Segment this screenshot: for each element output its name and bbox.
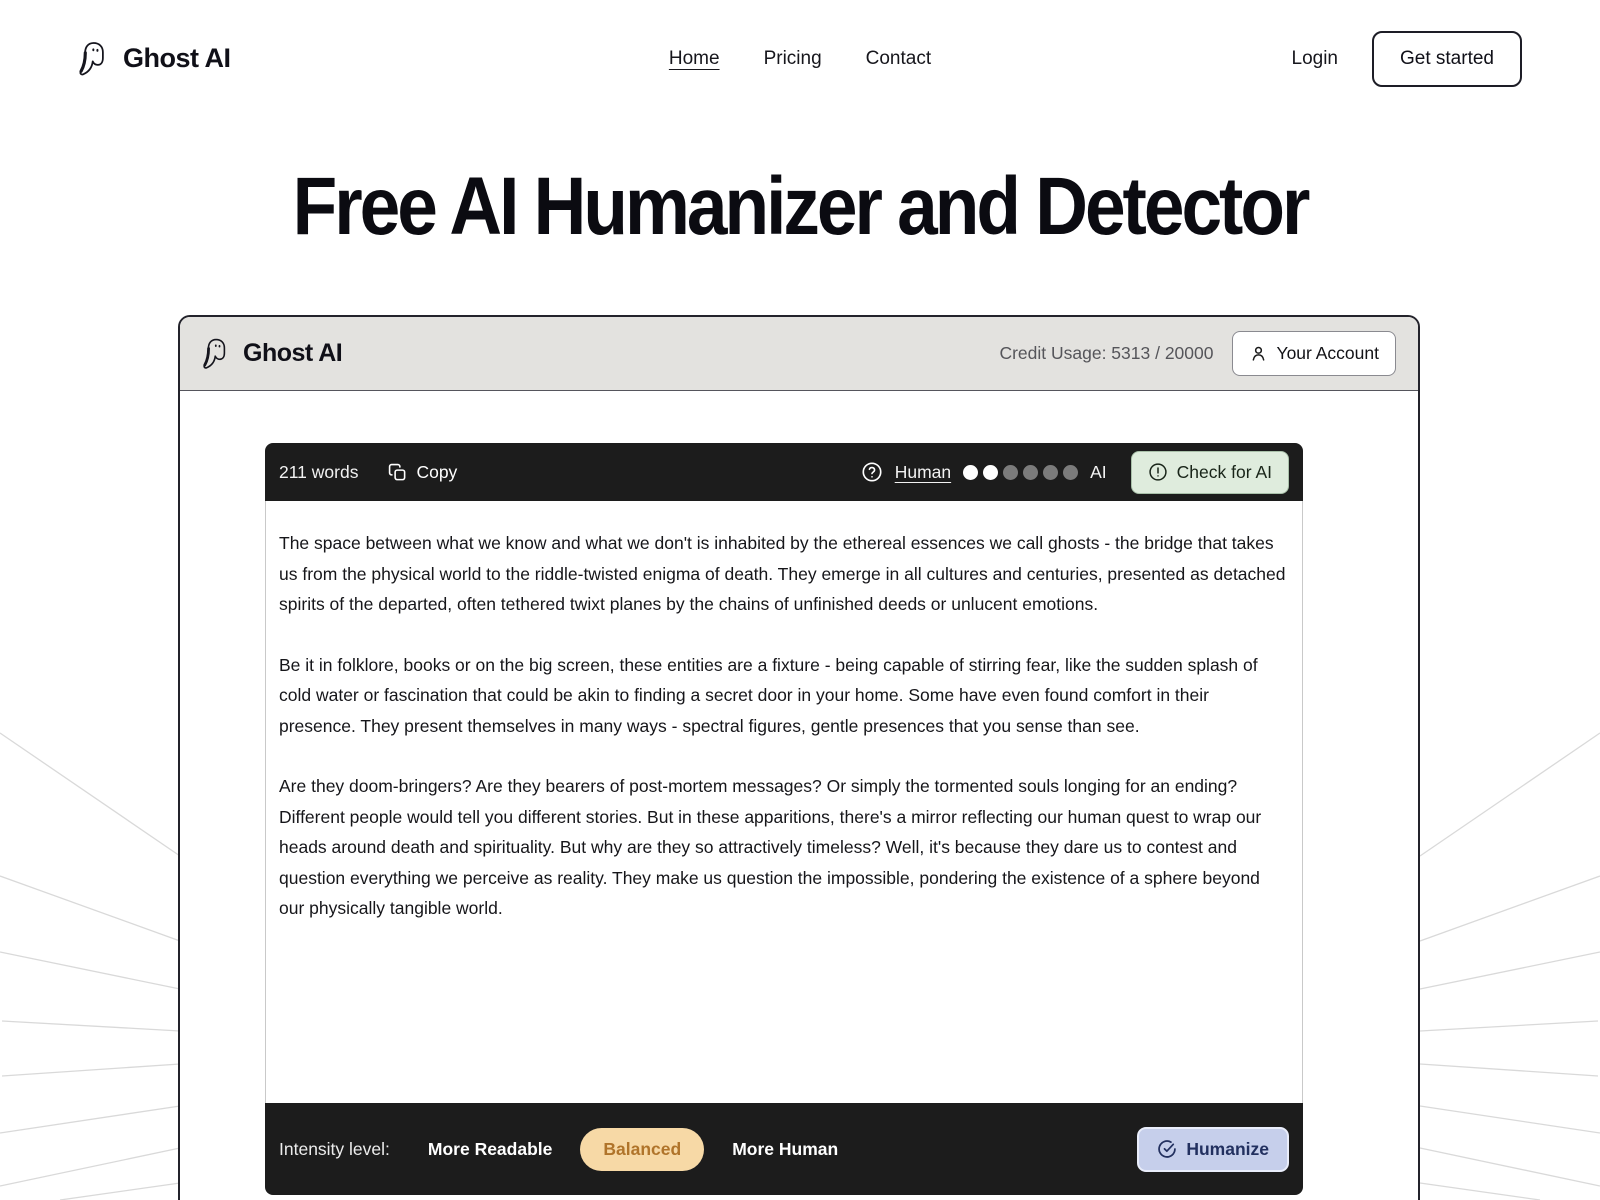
meter-dot	[983, 465, 998, 480]
intensity-bar	[265, 1103, 1303, 1195]
meter-dot	[1023, 465, 1038, 480]
nav-link-contact[interactable]: Contact	[865, 47, 932, 69]
ai-label: AI	[1090, 461, 1107, 482]
nav-link-pricing[interactable]: Pricing	[763, 47, 822, 69]
editor	[265, 443, 1303, 1195]
intensity-option-balanced[interactable]: Balanced	[580, 1128, 704, 1171]
detector-meter-group	[861, 451, 1289, 494]
copy-label: Copy	[416, 461, 458, 482]
page-title: Free AI Humanizer and Detector	[292, 161, 1308, 252]
meter-dot	[1063, 465, 1078, 480]
paragraph: Are they doom-bringers? Are they bearers of post-mortem messages? Or simply the tormented souls longing for an ending? Different people would tell you different stories. But in these apparitions, there's a mirror reflecting our human quest to wrap our heads around death and spirituality. But why are they so attractively timeless? Well, it's because they dare us to contest and question everything we perceive as reality. They make us question the impossible, pondering the existence of a sphere beyond our physically tangible world.	[279, 776, 1262, 918]
alert-circle-icon	[1148, 462, 1168, 482]
check-for-ai-button[interactable]	[1131, 451, 1289, 494]
paragraph: The space between what we know and what we don't is inhabited by the ethereal essences we call ghosts - the bridge that takes us from the physical world to the riddle-twisted enigma of death. They emerge in all cultures and centuries, presented as detached spirits of the departed, often tethered twixt planes by the chains of unfinished deeds or unlucent emotions.	[279, 533, 1286, 614]
your-account-label: Your Account	[1276, 343, 1379, 363]
panel-brand	[202, 329, 342, 379]
meter-dot	[963, 465, 978, 480]
get-started-button[interactable]: Get started	[1372, 31, 1522, 87]
word-count: 211 words	[279, 461, 359, 482]
check-for-ai-label: Check for AI	[1176, 461, 1272, 482]
your-account-button[interactable]	[1232, 331, 1397, 376]
question-circle-icon[interactable]	[861, 461, 883, 483]
text-input-area[interactable]	[265, 501, 1303, 1103]
person-icon	[1249, 344, 1268, 363]
panel-brand-name: Ghost AI	[243, 339, 343, 367]
editor-toolbar	[265, 443, 1303, 501]
human-score-link[interactable]: Human	[894, 461, 952, 482]
tool-panel-header	[180, 317, 1418, 391]
ai-meter	[963, 465, 1078, 480]
meter-dot	[1043, 465, 1058, 480]
copy-icon	[388, 463, 407, 482]
meter-dot	[1003, 465, 1018, 480]
humanize-label: Humanize	[1186, 1138, 1269, 1159]
tool-panel	[178, 315, 1420, 1200]
intensity-option-more-readable[interactable]: More Readable	[427, 1138, 553, 1159]
login-link[interactable]: Login	[1291, 47, 1338, 69]
nav-right	[1292, 31, 1523, 87]
top-nav	[0, 0, 1600, 117]
intensity-option-more-human[interactable]: More Human	[732, 1138, 839, 1159]
nav-link-home[interactable]: Home	[668, 47, 720, 69]
nav-menu	[669, 48, 931, 70]
humanize-button[interactable]	[1137, 1127, 1289, 1172]
ghost-icon	[202, 329, 229, 379]
intensity-label: Intensity level:	[279, 1138, 390, 1159]
paragraph: Be it in folklore, books or on the big screen, these entities are a fixture - being capable of stirring fear, like the sudden splash of cold water or fascination that could be akin to finding a secret door in your home. Some have even found comfort in their presence. They present themselves in many ways - spectral figures, gentle presences that you sense than see.	[279, 654, 1258, 736]
check-circle-icon	[1157, 1139, 1177, 1159]
copy-button[interactable]	[388, 462, 457, 483]
credit-usage: Credit Usage: 5313 / 20000	[999, 343, 1214, 363]
site-brand[interactable]	[78, 32, 231, 86]
site-brand-name: Ghost AI	[123, 43, 231, 73]
ghost-icon	[78, 32, 108, 86]
